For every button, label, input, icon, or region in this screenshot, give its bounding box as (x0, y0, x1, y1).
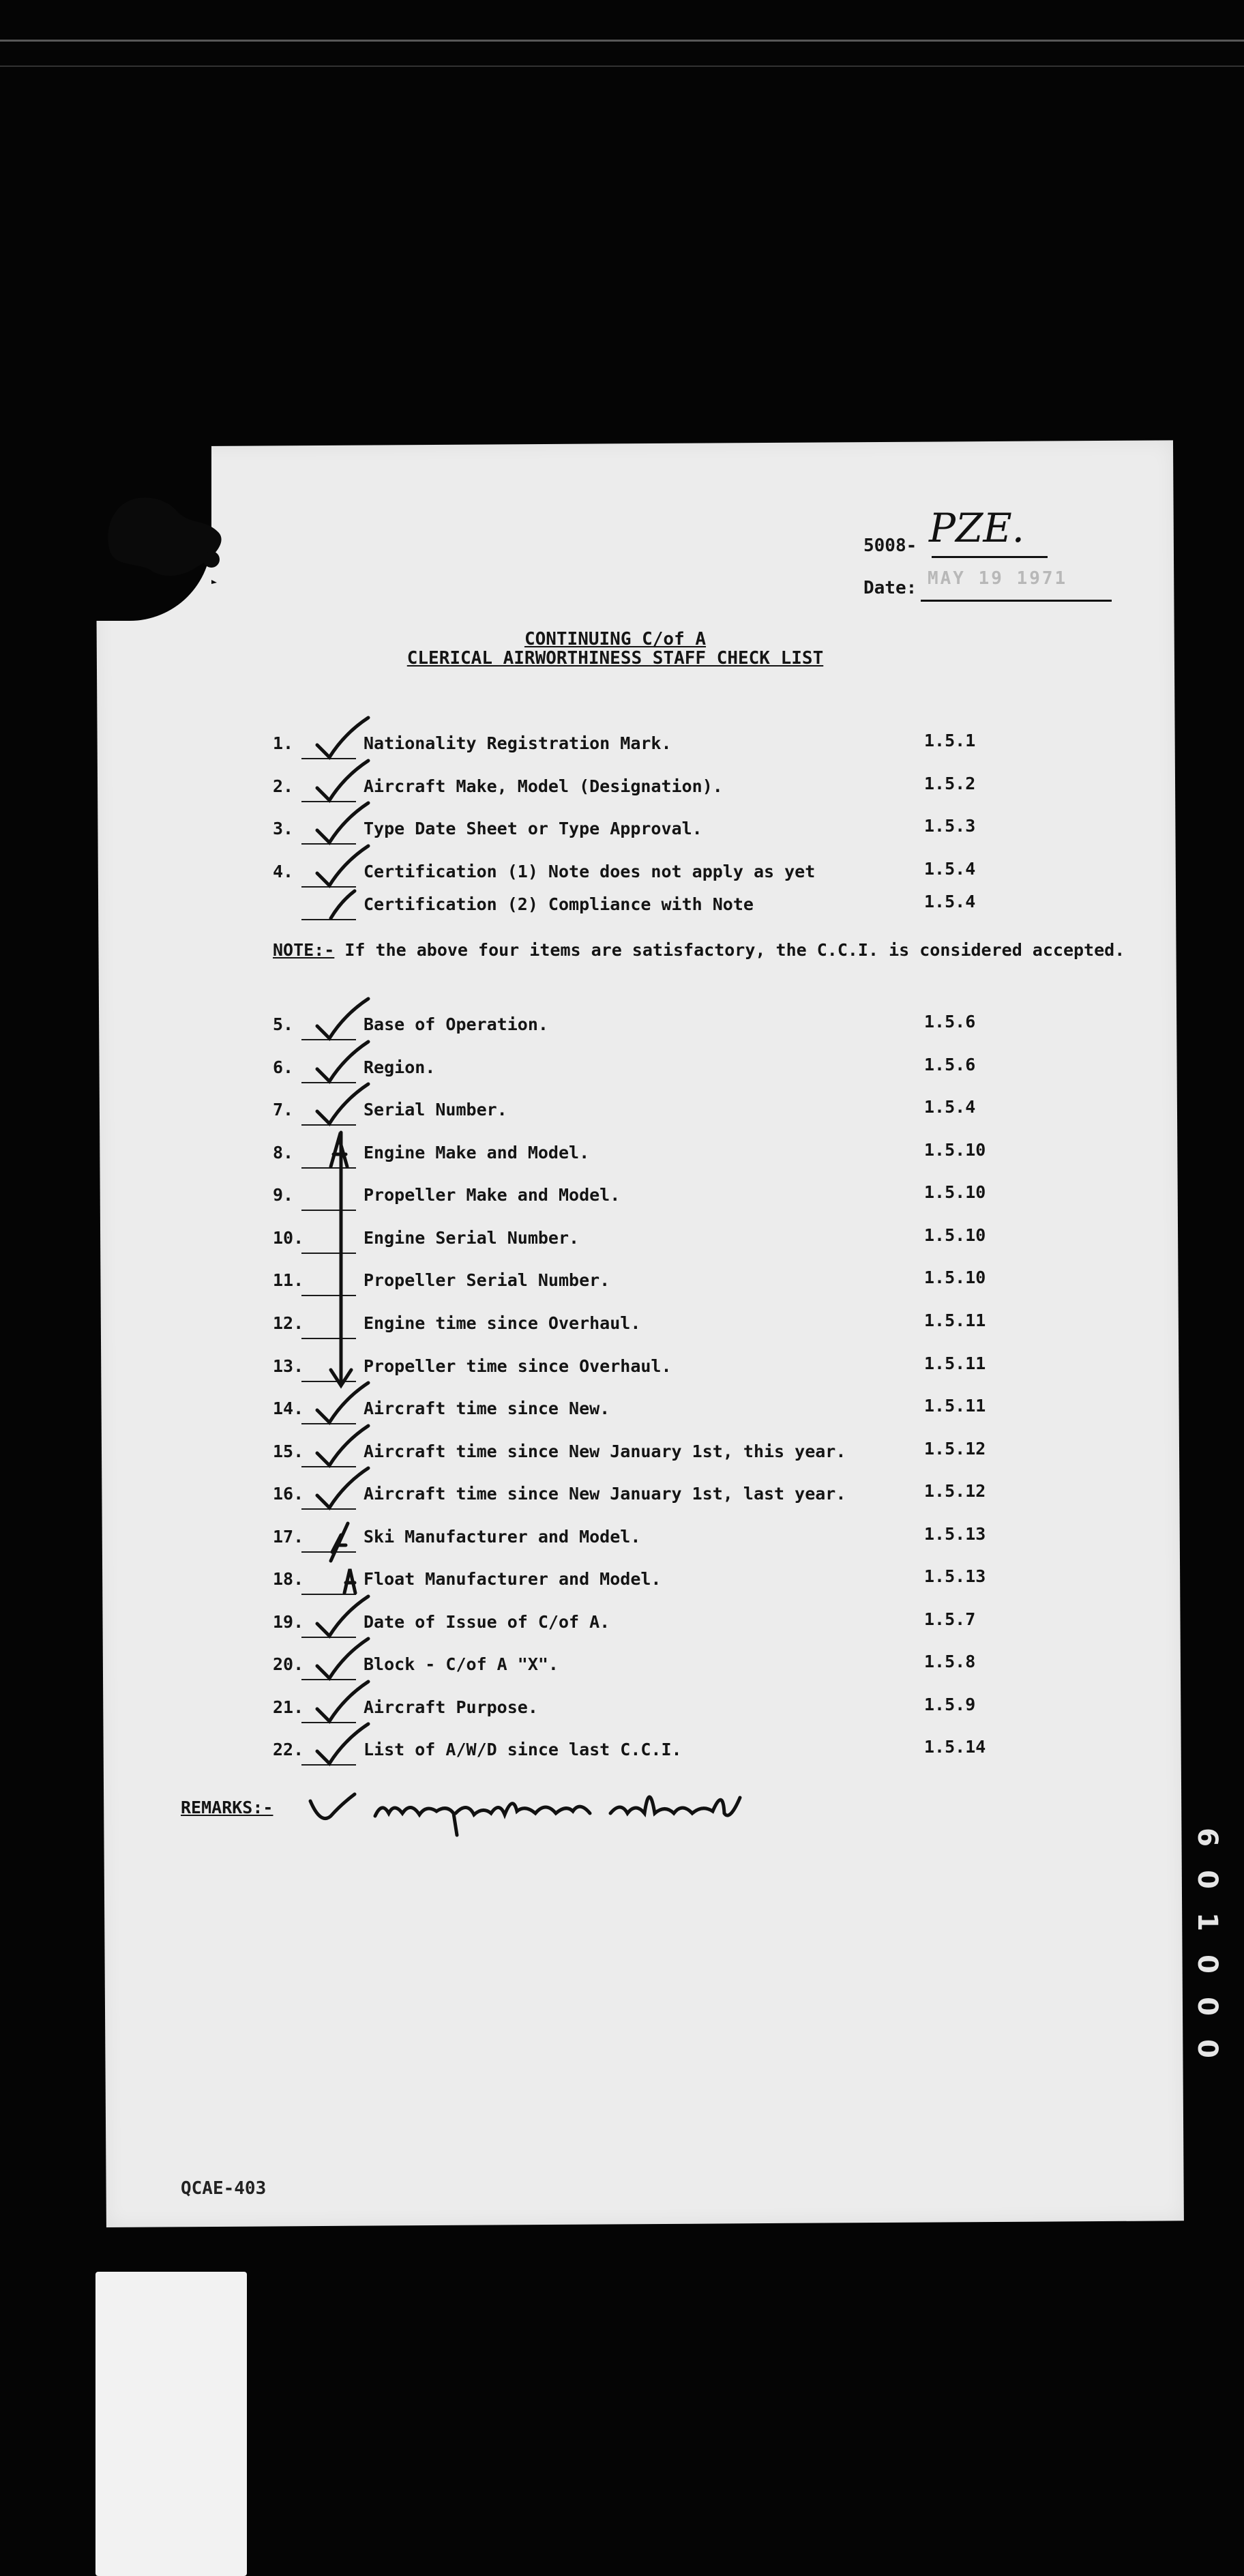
checklist-row (273, 1737, 1173, 1771)
note-body: If the above four items are satisfactory, the C.C.I. is considered accepted. (334, 940, 1125, 960)
item-reference: 1.5.1 (924, 731, 976, 750)
checklist-row (273, 816, 1173, 850)
item-number: 5. (273, 1014, 294, 1034)
checklist-row (273, 1566, 1173, 1600)
item-label: Certification (2) Compliance with Note (364, 894, 754, 914)
item-reference: 1.5.6 (924, 1012, 976, 1031)
item-reference: 1.5.13 (924, 1524, 986, 1544)
checklist-row (273, 1014, 1173, 1046)
item-label: Date of Issue of C/of A. (364, 1612, 610, 1632)
checklist-row (273, 1654, 1173, 1686)
date-stamp: MAY 19 1971 (928, 568, 1068, 589)
item-number: 1. (273, 733, 294, 753)
item-number: 6. (273, 1057, 294, 1077)
film-edge-line (0, 65, 1244, 67)
item-number: 13. (273, 1356, 304, 1376)
item-reference: 1.5.13 (924, 1566, 986, 1586)
item-reference: 1.5.9 (924, 1695, 976, 1714)
item-number: 7. (273, 1100, 294, 1119)
item-number: 20. (273, 1654, 304, 1674)
note-label: NOTE:- (273, 940, 335, 960)
item-reference: 1.5.12 (924, 1481, 986, 1501)
checklist-row (273, 1524, 1173, 1558)
item-reference: 1.5.3 (924, 816, 976, 836)
item-reference: 1.5.10 (924, 1182, 986, 1202)
checklist-row (273, 859, 1173, 893)
checklist-row (273, 1140, 1173, 1174)
date-underline (921, 600, 1112, 602)
ink-blot-icon (102, 484, 232, 587)
item-number: 3. (273, 819, 294, 838)
film-frame-number (1187, 1821, 1228, 2081)
form-code: QCAE-403 (181, 2178, 267, 2199)
checkmark-icon (303, 1716, 379, 1777)
checklist-row (273, 1097, 1173, 1131)
file-number-handwritten: PZE. (929, 505, 1025, 551)
item-label: Propeller Make and Model. (364, 1185, 621, 1205)
checklist-row (273, 733, 1173, 765)
film-leader-block (95, 2272, 247, 2576)
item-label: Aircraft time since New January 1st, last year. (364, 1484, 846, 1504)
item-reference: 1.5.14 (924, 1737, 986, 1757)
item-reference: 1.5.4 (924, 859, 976, 879)
item-reference: 1.5.2 (924, 774, 976, 793)
checklist-row (273, 1057, 1173, 1089)
form-title: CONTINUING C/of A (524, 629, 707, 649)
item-label: Block - C/of A "X". (364, 1654, 559, 1674)
item-number: 18. (273, 1569, 304, 1589)
checklist-row (273, 1270, 1173, 1302)
checklist-row (273, 1697, 1173, 1729)
item-number: 10. (273, 1228, 304, 1248)
item-label: Propeller time since Overhaul. (364, 1356, 672, 1376)
item-number: 21. (273, 1697, 304, 1717)
item-reference: 1.5.8 (924, 1652, 976, 1671)
item-reference: 1.5.4 (924, 892, 976, 911)
slash-mark-icon (303, 870, 379, 932)
item-label: Region. (364, 1057, 436, 1077)
remarks-handwriting (300, 1774, 778, 1842)
frame-digit: 0 (1191, 1997, 1223, 2016)
item-label: Engine time since Overhaul. (364, 1313, 641, 1333)
frame-digit: 0 (1191, 2039, 1223, 2058)
item-number: 4. (273, 862, 294, 881)
item-reference: 1.5.6 (924, 1055, 976, 1074)
note-text (273, 940, 1125, 960)
checklist-row (273, 894, 1173, 926)
checklist-row (273, 1182, 1173, 1216)
item-number: 2. (273, 776, 294, 796)
item-number: 16. (273, 1484, 304, 1504)
remarks-label: REMARKS:- (181, 1798, 273, 1817)
item-reference: 1.5.11 (924, 1396, 986, 1416)
frame-digit: 0 (1191, 1955, 1223, 1974)
item-number: 9. (273, 1185, 294, 1205)
item-reference: 1.5.11 (924, 1353, 986, 1373)
item-reference: 1.5.4 (924, 1097, 976, 1117)
item-reference: 1.5.12 (924, 1439, 986, 1459)
item-number: 15. (273, 1441, 304, 1461)
item-reference: 1.5.10 (924, 1140, 986, 1160)
item-number: 8. (273, 1143, 294, 1162)
item-reference: 1.5.10 (924, 1268, 986, 1287)
frame-digit: 0 (1191, 1870, 1223, 1889)
checklist-row (273, 776, 1173, 808)
item-label: Base of Operation. (364, 1014, 548, 1034)
item-label: Propeller Serial Number. (364, 1270, 610, 1290)
item-label: Float Manufacturer and Model. (364, 1569, 662, 1589)
item-number: 11. (273, 1270, 304, 1290)
checklist-row (273, 1225, 1173, 1259)
item-number: 19. (273, 1612, 304, 1632)
file-number-underline (932, 556, 1048, 558)
checklist-row (273, 1313, 1173, 1345)
item-number: 22. (273, 1740, 304, 1759)
file-number-label: 5008- (863, 536, 917, 556)
checklist-row (273, 1441, 1173, 1473)
item-reference: 1.5.11 (924, 1311, 986, 1330)
item-reference: 1.5.10 (924, 1225, 986, 1245)
item-label: Aircraft time since New. (364, 1399, 610, 1418)
item-label: Aircraft Purpose. (364, 1697, 538, 1717)
item-label: Engine Serial Number. (364, 1228, 580, 1248)
item-label: Nationality Registration Mark. (364, 733, 672, 753)
form-subtitle: CLERICAL AIRWORTHINESS STAFF CHECK LIST (406, 648, 824, 669)
date-label: Date: (863, 578, 917, 598)
item-label: Aircraft time since New January 1st, this year. (364, 1441, 846, 1461)
checklist-row (273, 1481, 1173, 1515)
frame-digit: 6 (1191, 1828, 1223, 1847)
item-label: Serial Number. (364, 1100, 507, 1119)
item-label: List of A/W/D since last C.C.I. (364, 1740, 682, 1759)
checklist-row (273, 1353, 1173, 1388)
item-label: Engine Make and Model. (364, 1143, 590, 1162)
checklist-row (273, 1396, 1173, 1430)
frame-digit: 1 (1191, 1912, 1223, 1931)
item-label: Ski Manufacturer and Model. (364, 1527, 641, 1547)
checklist-row (273, 1609, 1173, 1643)
item-number: 14. (273, 1399, 304, 1418)
item-label: Type Date Sheet or Type Approval. (364, 819, 702, 838)
item-number: 12. (273, 1313, 304, 1333)
item-label: Aircraft Make, Model (Designation). (364, 776, 723, 796)
film-edge-line (0, 40, 1244, 42)
item-label: Certification (1) Note does not apply as yet (364, 862, 816, 881)
item-number: 17. (273, 1527, 304, 1547)
item-reference: 1.5.7 (924, 1609, 976, 1629)
